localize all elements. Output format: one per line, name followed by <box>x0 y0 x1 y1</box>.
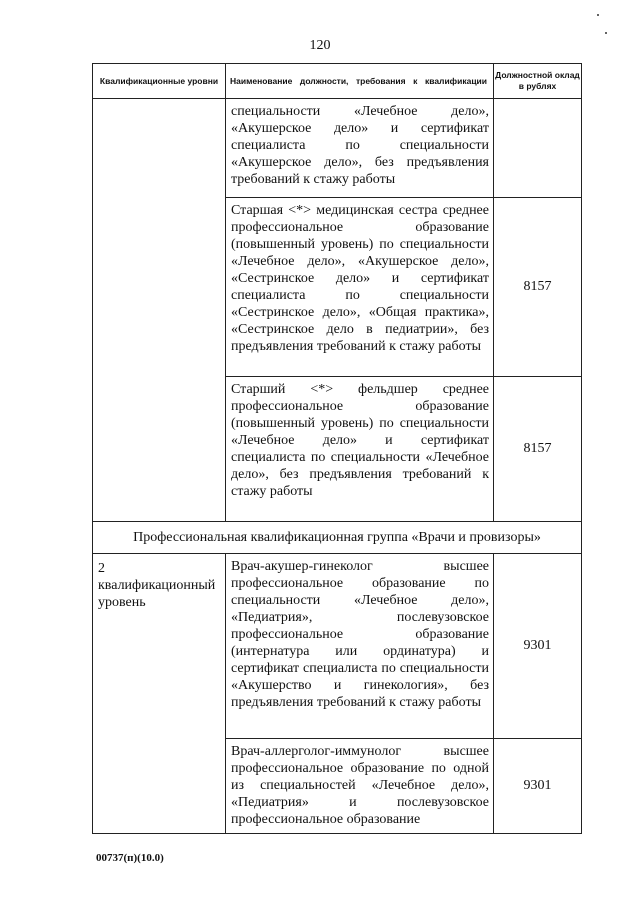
salary-value: 8157 <box>494 377 582 522</box>
position-description: специальности «Лечебное дело», «Акушерское дело» и сертификат специалиста по специальности «Акушерское дело», без предъявления требований к стажу работы <box>226 99 494 198</box>
speck <box>597 14 599 16</box>
salary-value <box>494 99 582 198</box>
speck <box>605 32 607 34</box>
position-description: Старшая <*> медицинская сестра среднее профессиональное образование (повышенный уровень) по специальности «Лечебное дело», «Акушерское дело», «Сестринское дело» и сертификат специалиста по специальности «Сестринское дело», «Общая практика», «Сестринское дело в педиатрии», без предъявления требований к стажу работы <box>226 198 494 377</box>
header-position: Наименование должности, требования к квалификации <box>226 64 494 99</box>
table-row <box>93 99 582 198</box>
group-title: Профессиональная квалификационная группа «Врачи и провизоры» <box>93 522 582 554</box>
salary-value: 9301 <box>494 554 582 739</box>
document-code: 00737(п)(10.0) <box>96 852 164 864</box>
group-heading-row <box>93 522 582 554</box>
salary-value: 9301 <box>494 739 582 834</box>
level-cell-empty <box>93 99 226 522</box>
page-number: 120 <box>309 38 331 53</box>
table-row <box>93 554 582 739</box>
position-description: Врач-аллерголог-иммунолог высшее профессиональное образование по одной из специальностей «Лечебное дело», «Педиатрия» и послевузовское профессиональное образование <box>226 739 494 834</box>
position-description: Врач-акушер-гинеколог высшее профессиональное образование по специальности «Лечебное дело», «Педиатрия», послевузовское профессиональное образование (интернатура или ординатура) и сертификат специалиста по специальности «Акушерство и гинекология», без предъявления требований к стажу работы <box>226 554 494 739</box>
header-row <box>93 64 582 99</box>
salary-value: 8157 <box>494 198 582 377</box>
qualification-table <box>92 63 582 834</box>
level-label: 2 квалификационный уровень <box>93 554 226 834</box>
header-levels: Квалификационные уровни <box>93 64 226 99</box>
position-description: Старший <*> фельдшер среднее профессиональное образование (повышенный уровень) по специальности «Лечебное дело» и сертификат специалиста по специальности «Лечебное дело», без предъявления требований к стажу работы <box>226 377 494 522</box>
header-salary: Должностной оклад в рублях <box>494 64 582 99</box>
